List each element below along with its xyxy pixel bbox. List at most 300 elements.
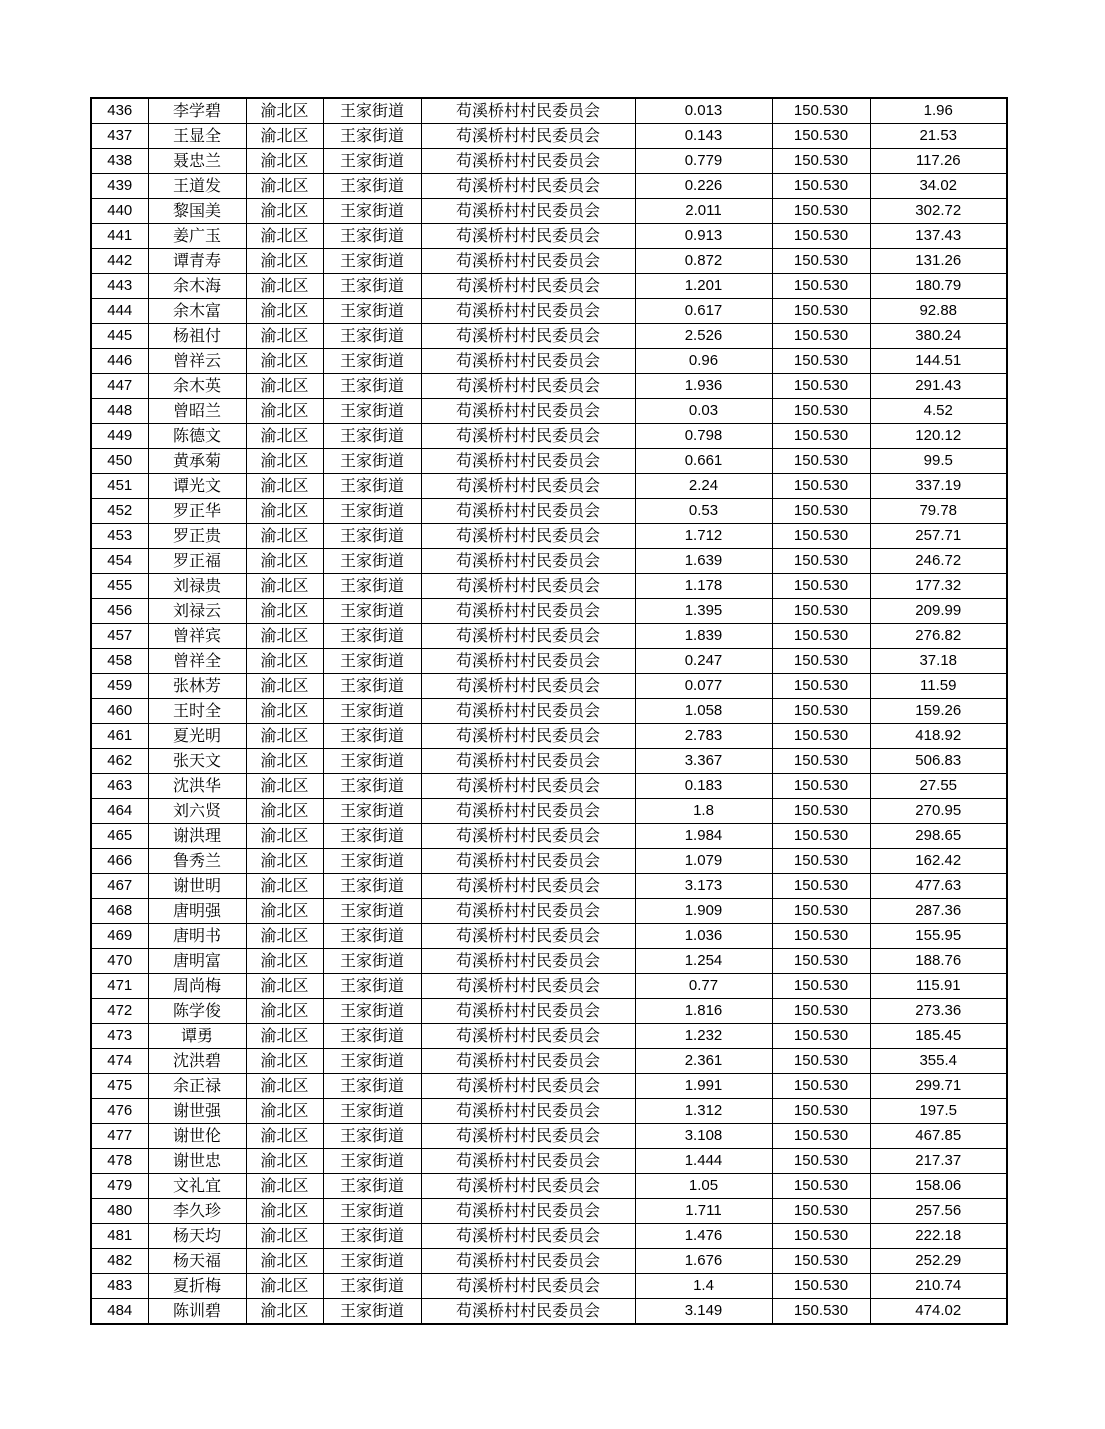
amount-cell: 120.12 [870,424,1007,449]
table-row [91,1249,1007,1274]
district-cell: 渝北区 [246,449,323,474]
name-cell: 陈学俊 [148,999,246,1024]
amount-cell: 222.18 [870,1224,1007,1249]
row-number-cell: 482 [91,1249,148,1274]
unit-price-cell: 150.530 [772,274,870,299]
unit-price-cell: 150.530 [772,1299,870,1325]
unit-price-cell: 150.530 [772,1249,870,1274]
unit-price-cell: 150.530 [772,1174,870,1199]
table-row [91,1174,1007,1199]
street-cell: 王家街道 [323,949,421,974]
name-cell: 余木海 [148,274,246,299]
district-cell: 渝北区 [246,149,323,174]
table-row [91,499,1007,524]
table-row [91,749,1007,774]
district-cell: 渝北区 [246,1224,323,1249]
amount-cell: 177.32 [870,574,1007,599]
row-number-cell: 461 [91,724,148,749]
name-cell: 王显全 [148,124,246,149]
committee-cell: 苟溪桥村村民委员会 [421,999,635,1024]
committee-cell: 苟溪桥村村民委员会 [421,849,635,874]
street-cell: 王家街道 [323,449,421,474]
row-number-cell: 450 [91,449,148,474]
unit-price-cell: 150.530 [772,799,870,824]
table-row [91,174,1007,199]
unit-price-cell: 150.530 [772,1074,870,1099]
district-cell: 渝北区 [246,1099,323,1124]
table-row [91,124,1007,149]
street-cell: 王家街道 [323,1224,421,1249]
unit-price-cell: 150.530 [772,1124,870,1149]
table-row [91,349,1007,374]
row-number-cell: 448 [91,399,148,424]
street-cell: 王家街道 [323,549,421,574]
unit-price-cell: 150.530 [772,599,870,624]
district-cell: 渝北区 [246,249,323,274]
street-cell: 王家街道 [323,124,421,149]
street-cell: 王家街道 [323,674,421,699]
district-cell: 渝北区 [246,174,323,199]
name-cell: 杨天福 [148,1249,246,1274]
name-cell: 罗正贵 [148,524,246,549]
committee-cell: 苟溪桥村村民委员会 [421,699,635,724]
area-cell: 1.254 [635,949,772,974]
district-cell: 渝北区 [246,974,323,999]
unit-price-cell: 150.530 [772,374,870,399]
unit-price-cell: 150.530 [772,424,870,449]
district-cell: 渝北区 [246,999,323,1024]
amount-cell: 298.65 [870,824,1007,849]
area-cell: 1.178 [635,574,772,599]
district-cell: 渝北区 [246,1149,323,1174]
name-cell: 唐明书 [148,924,246,949]
row-number-cell: 472 [91,999,148,1024]
row-number-cell: 436 [91,98,148,124]
amount-cell: 1.96 [870,98,1007,124]
street-cell: 王家街道 [323,699,421,724]
amount-cell: 155.95 [870,924,1007,949]
unit-price-cell: 150.530 [772,249,870,274]
street-cell: 王家街道 [323,1099,421,1124]
name-cell: 夏折梅 [148,1274,246,1299]
row-number-cell: 443 [91,274,148,299]
row-number-cell: 457 [91,624,148,649]
committee-cell: 苟溪桥村村民委员会 [421,174,635,199]
table-row [91,699,1007,724]
committee-cell: 苟溪桥村村民委员会 [421,274,635,299]
amount-cell: 137.43 [870,224,1007,249]
table-row [91,649,1007,674]
area-cell: 3.108 [635,1124,772,1149]
area-cell: 2.011 [635,199,772,224]
committee-cell: 苟溪桥村村民委员会 [421,649,635,674]
table-row [91,1224,1007,1249]
area-cell: 3.173 [635,874,772,899]
name-cell: 罗正福 [148,549,246,574]
unit-price-cell: 150.530 [772,849,870,874]
row-number-cell: 445 [91,324,148,349]
committee-cell: 苟溪桥村村民委员会 [421,624,635,649]
committee-cell: 苟溪桥村村民委员会 [421,974,635,999]
street-cell: 王家街道 [323,524,421,549]
area-cell: 0.77 [635,974,772,999]
unit-price-cell: 150.530 [772,749,870,774]
committee-cell: 苟溪桥村村民委员会 [421,1049,635,1074]
name-cell: 张林芳 [148,674,246,699]
district-cell: 渝北区 [246,874,323,899]
unit-price-cell: 150.530 [772,1099,870,1124]
district-cell: 渝北区 [246,324,323,349]
area-cell: 2.361 [635,1049,772,1074]
name-cell: 陈训碧 [148,1299,246,1325]
name-cell: 曾昭兰 [148,399,246,424]
committee-cell: 苟溪桥村村民委员会 [421,1249,635,1274]
area-cell: 1.936 [635,374,772,399]
street-cell: 王家街道 [323,599,421,624]
amount-cell: 131.26 [870,249,1007,274]
amount-cell: 185.45 [870,1024,1007,1049]
area-cell: 0.779 [635,149,772,174]
area-cell: 0.077 [635,674,772,699]
street-cell: 王家街道 [323,999,421,1024]
street-cell: 王家街道 [323,774,421,799]
street-cell: 王家街道 [323,199,421,224]
committee-cell: 苟溪桥村村民委员会 [421,199,635,224]
committee-cell: 苟溪桥村村民委员会 [421,874,635,899]
unit-price-cell: 150.530 [772,499,870,524]
name-cell: 余木英 [148,374,246,399]
area-cell: 1.036 [635,924,772,949]
district-cell: 渝北区 [246,649,323,674]
district-cell: 渝北区 [246,474,323,499]
area-cell: 1.639 [635,549,772,574]
table-row [91,324,1007,349]
district-cell: 渝北区 [246,98,323,124]
name-cell: 陈德文 [148,424,246,449]
amount-cell: 209.99 [870,599,1007,624]
area-cell: 0.183 [635,774,772,799]
committee-cell: 苟溪桥村村民委员会 [421,324,635,349]
committee-cell: 苟溪桥村村民委员会 [421,424,635,449]
district-cell: 渝北区 [246,424,323,449]
table-row [91,1049,1007,1074]
name-cell: 黎国美 [148,199,246,224]
name-cell: 曾祥宾 [148,624,246,649]
area-cell: 0.913 [635,224,772,249]
street-cell: 王家街道 [323,1074,421,1099]
district-cell: 渝北区 [246,849,323,874]
committee-cell: 苟溪桥村村民委员会 [421,524,635,549]
unit-price-cell: 150.530 [772,224,870,249]
unit-price-cell: 150.530 [772,824,870,849]
district-cell: 渝北区 [246,274,323,299]
street-cell: 王家街道 [323,1199,421,1224]
row-number-cell: 437 [91,124,148,149]
amount-cell: 287.36 [870,899,1007,924]
street-cell: 王家街道 [323,1274,421,1299]
area-cell: 1.991 [635,1074,772,1099]
row-number-cell: 483 [91,1274,148,1299]
name-cell: 刘禄贵 [148,574,246,599]
table-row [91,224,1007,249]
row-number-cell: 439 [91,174,148,199]
table-row [91,599,1007,624]
committee-cell: 苟溪桥村村民委员会 [421,1174,635,1199]
amount-cell: 34.02 [870,174,1007,199]
area-cell: 1.476 [635,1224,772,1249]
committee-cell: 苟溪桥村村民委员会 [421,549,635,574]
district-cell: 渝北区 [246,499,323,524]
name-cell: 刘禄云 [148,599,246,624]
committee-cell: 苟溪桥村村民委员会 [421,374,635,399]
street-cell: 王家街道 [323,1249,421,1274]
area-cell: 0.53 [635,499,772,524]
area-cell: 1.909 [635,899,772,924]
row-number-cell: 473 [91,1024,148,1049]
name-cell: 唐明富 [148,949,246,974]
amount-cell: 257.71 [870,524,1007,549]
district-cell: 渝北区 [246,724,323,749]
area-cell: 1.816 [635,999,772,1024]
district-cell: 渝北区 [246,799,323,824]
street-cell: 王家街道 [323,974,421,999]
name-cell: 谢世忠 [148,1149,246,1174]
table-row [91,399,1007,424]
area-cell: 0.96 [635,349,772,374]
committee-cell: 苟溪桥村村民委员会 [421,1199,635,1224]
row-number-cell: 452 [91,499,148,524]
street-cell: 王家街道 [323,824,421,849]
unit-price-cell: 150.530 [772,1049,870,1074]
committee-cell: 苟溪桥村村民委员会 [421,949,635,974]
unit-price-cell: 150.530 [772,724,870,749]
unit-price-cell: 150.530 [772,974,870,999]
name-cell: 沈洪碧 [148,1049,246,1074]
area-cell: 1.444 [635,1149,772,1174]
committee-cell: 苟溪桥村村民委员会 [421,249,635,274]
amount-cell: 270.95 [870,799,1007,824]
district-cell: 渝北区 [246,949,323,974]
row-number-cell: 471 [91,974,148,999]
committee-cell: 苟溪桥村村民委员会 [421,149,635,174]
unit-price-cell: 150.530 [772,649,870,674]
district-cell: 渝北区 [246,774,323,799]
table-row [91,98,1007,124]
amount-cell: 477.63 [870,874,1007,899]
street-cell: 王家街道 [323,374,421,399]
district-cell: 渝北区 [246,1074,323,1099]
committee-cell: 苟溪桥村村民委员会 [421,1149,635,1174]
street-cell: 王家街道 [323,499,421,524]
area-cell: 0.872 [635,249,772,274]
district-cell: 渝北区 [246,599,323,624]
amount-cell: 158.06 [870,1174,1007,1199]
table-row [91,199,1007,224]
committee-cell: 苟溪桥村村民委员会 [421,824,635,849]
row-number-cell: 481 [91,1224,148,1249]
amount-cell: 291.43 [870,374,1007,399]
district-cell: 渝北区 [246,624,323,649]
amount-cell: 276.82 [870,624,1007,649]
amount-cell: 115.91 [870,974,1007,999]
row-number-cell: 446 [91,349,148,374]
area-cell: 0.03 [635,399,772,424]
table-row [91,724,1007,749]
row-number-cell: 469 [91,924,148,949]
amount-cell: 506.83 [870,749,1007,774]
street-cell: 王家街道 [323,799,421,824]
row-number-cell: 475 [91,1074,148,1099]
row-number-cell: 459 [91,674,148,699]
amount-cell: 188.76 [870,949,1007,974]
unit-price-cell: 150.530 [772,574,870,599]
name-cell: 黄承菊 [148,449,246,474]
amount-cell: 144.51 [870,349,1007,374]
name-cell: 张天文 [148,749,246,774]
unit-price-cell: 150.530 [772,874,870,899]
street-cell: 王家街道 [323,349,421,374]
district-cell: 渝北区 [246,374,323,399]
name-cell: 姜广玉 [148,224,246,249]
table-row [91,874,1007,899]
amount-cell: 273.36 [870,999,1007,1024]
amount-cell: 117.26 [870,149,1007,174]
area-cell: 3.149 [635,1299,772,1325]
amount-cell: 302.72 [870,199,1007,224]
name-cell: 余木富 [148,299,246,324]
area-cell: 0.013 [635,98,772,124]
unit-price-cell: 150.530 [772,149,870,174]
row-number-cell: 451 [91,474,148,499]
district-cell: 渝北区 [246,524,323,549]
district-cell: 渝北区 [246,749,323,774]
name-cell: 谢世明 [148,874,246,899]
district-cell: 渝北区 [246,1174,323,1199]
committee-cell: 苟溪桥村村民委员会 [421,474,635,499]
street-cell: 王家街道 [323,1124,421,1149]
row-number-cell: 484 [91,1299,148,1325]
name-cell: 谭青寿 [148,249,246,274]
amount-cell: 337.19 [870,474,1007,499]
amount-cell: 252.29 [870,1249,1007,1274]
area-cell: 3.367 [635,749,772,774]
street-cell: 王家街道 [323,924,421,949]
committee-cell: 苟溪桥村村民委员会 [421,224,635,249]
district-cell: 渝北区 [246,399,323,424]
row-number-cell: 465 [91,824,148,849]
committee-cell: 苟溪桥村村民委员会 [421,1224,635,1249]
table-row [91,274,1007,299]
row-number-cell: 447 [91,374,148,399]
district-cell: 渝北区 [246,1124,323,1149]
table-row [91,524,1007,549]
row-number-cell: 456 [91,599,148,624]
unit-price-cell: 150.530 [772,524,870,549]
table-row [91,424,1007,449]
table-row [91,849,1007,874]
district-cell: 渝北区 [246,1299,323,1325]
row-number-cell: 458 [91,649,148,674]
street-cell: 王家街道 [323,399,421,424]
area-cell: 1.232 [635,1024,772,1049]
district-cell: 渝北区 [246,824,323,849]
area-cell: 0.143 [635,124,772,149]
unit-price-cell: 150.530 [772,449,870,474]
table-row [91,999,1007,1024]
row-number-cell: 444 [91,299,148,324]
district-cell: 渝北区 [246,1024,323,1049]
district-cell: 渝北区 [246,899,323,924]
committee-cell: 苟溪桥村村民委员会 [421,599,635,624]
amount-cell: 180.79 [870,274,1007,299]
amount-cell: 21.53 [870,124,1007,149]
area-cell: 0.226 [635,174,772,199]
area-cell: 2.24 [635,474,772,499]
area-cell: 1.05 [635,1174,772,1199]
amount-cell: 467.85 [870,1124,1007,1149]
area-cell: 1.8 [635,799,772,824]
row-number-cell: 480 [91,1199,148,1224]
table-row [91,1149,1007,1174]
table-row [91,1274,1007,1299]
committee-cell: 苟溪桥村村民委员会 [421,1074,635,1099]
table-body [91,98,1007,1324]
committee-cell: 苟溪桥村村民委员会 [421,98,635,124]
row-number-cell: 474 [91,1049,148,1074]
amount-cell: 162.42 [870,849,1007,874]
district-cell: 渝北区 [246,299,323,324]
amount-cell: 355.4 [870,1049,1007,1074]
district-cell: 渝北区 [246,699,323,724]
unit-price-cell: 150.530 [772,949,870,974]
name-cell: 刘六贤 [148,799,246,824]
street-cell: 王家街道 [323,299,421,324]
area-cell: 1.676 [635,1249,772,1274]
committee-cell: 苟溪桥村村民委员会 [421,1274,635,1299]
table-row [91,674,1007,699]
row-number-cell: 479 [91,1174,148,1199]
amount-cell: 4.52 [870,399,1007,424]
unit-price-cell: 150.530 [772,324,870,349]
district-cell: 渝北区 [246,1049,323,1074]
table-row [91,149,1007,174]
row-number-cell: 476 [91,1099,148,1124]
area-cell: 1.201 [635,274,772,299]
table-row [91,249,1007,274]
committee-cell: 苟溪桥村村民委员会 [421,349,635,374]
row-number-cell: 464 [91,799,148,824]
name-cell: 余正禄 [148,1074,246,1099]
unit-price-cell: 150.530 [772,399,870,424]
unit-price-cell: 150.530 [772,549,870,574]
committee-cell: 苟溪桥村村民委员会 [421,899,635,924]
row-number-cell: 462 [91,749,148,774]
amount-cell: 246.72 [870,549,1007,574]
street-cell: 王家街道 [323,274,421,299]
area-cell: 1.984 [635,824,772,849]
committee-cell: 苟溪桥村村民委员会 [421,749,635,774]
committee-cell: 苟溪桥村村民委员会 [421,399,635,424]
area-cell: 0.617 [635,299,772,324]
name-cell: 夏光明 [148,724,246,749]
table-row [91,1299,1007,1325]
street-cell: 王家街道 [323,899,421,924]
data-table [90,97,1008,1325]
table-row [91,374,1007,399]
area-cell: 0.247 [635,649,772,674]
name-cell: 曾祥云 [148,349,246,374]
name-cell: 谭勇 [148,1024,246,1049]
